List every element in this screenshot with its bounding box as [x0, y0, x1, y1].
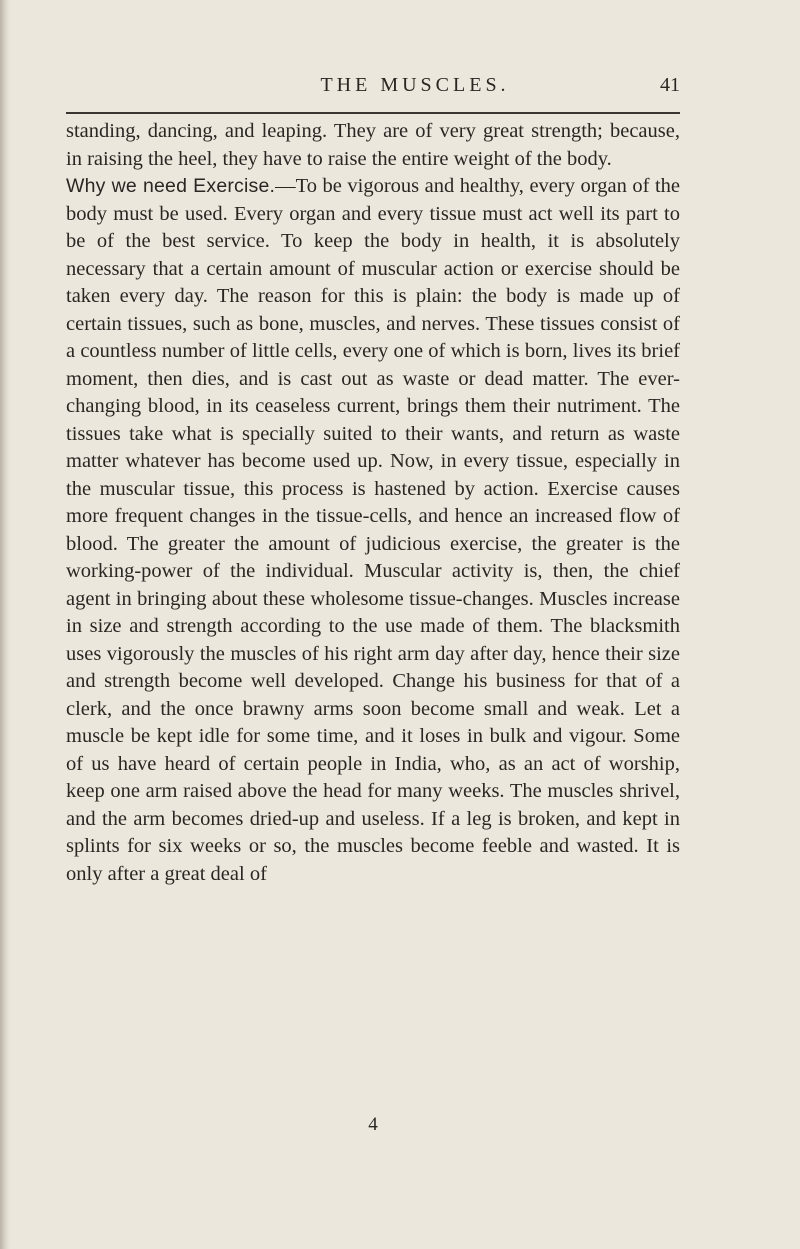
signature-mark: 4 — [368, 1114, 378, 1135]
paragraph-2 — [66, 173, 680, 888]
section-sidehead: Why we need Exercise. — [66, 175, 276, 197]
body-text — [66, 118, 680, 888]
page-header — [150, 74, 680, 104]
page-number: 41 — [660, 74, 680, 96]
running-title: THE MUSCLES. — [320, 74, 510, 96]
paragraph-1: standing, dancing, and leaping. They are of very great strength; because, in raising the heel, they have to raise the entire weight of the body. — [66, 120, 680, 170]
header-rule — [66, 112, 680, 114]
page-edge-shadow — [0, 0, 10, 1249]
paragraph-2-text: —To be vigorous and healthy, every organ of the body must be used. Every organ and every tissue must act well its part to be of the best service. To keep the body in health, it is absolutely necessary that a certain amount of muscular action or exercise should be taken every day. The reason for this is plain: the body is made up of certain tissues, such as bone, muscles, and nerves. These tissues consist of a countless number of little cells, every one of which is born, lives its brief moment, then dies, and is cast out as waste or dead matter. The ever-changing blood, in its ceaseless current, brings them their nutriment. The tissues take what is specially suited to their wants, and return as waste matter whatever has become used up. Now, in every tissue, especially in the muscular tissue, this process is hastened by action. Exercise causes more frequent changes in the tissue-cells, and hence an increased flow of blood. The greater the amount of judicious exercise, the greater is the working-power of the individual. Muscular activity is, then, the chief agent in bringing about these wholesome tissue-changes. Muscles increase in size and strength according to the use made of them. The blacksmith uses vigorously the muscles of his right arm day after day, hence their size and strength become well developed. Change his business for that of a clerk, and the once brawny arms soon become small and weak. Let a muscle be kept idle for some time, and it loses in bulk and vigour. Some of us have heard of certain people in India, who, as an act of worship, keep one arm raised above the head for many weeks. The muscles shrivel, and the arm becomes dried-up and useless. If a leg is broken, and kept in splints for six weeks or so, the muscles become feeble and wasted. It is only after a great deal of — [66, 175, 680, 885]
